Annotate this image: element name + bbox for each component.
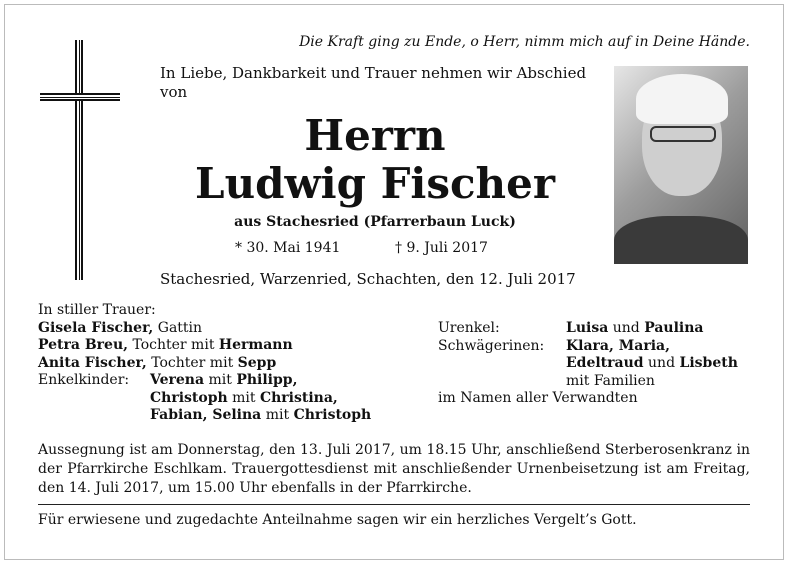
sisters-in-law-1: Schwägerinen: Klara, Maria,	[438, 337, 670, 354]
all-relatives: im Namen aller Verwandten	[438, 390, 638, 406]
mourners-list	[38, 302, 371, 425]
mourner-wife: Gisela Fischer, Gattin	[38, 319, 203, 336]
mourners-heading: In stiller Trauer:	[38, 302, 156, 318]
grandchildren-2: Christoph mit Christina,	[150, 389, 338, 406]
divider	[38, 504, 750, 505]
intro-text: In Liebe, Dankbarkeit und Trauer nehmen wir Abschied von	[160, 64, 587, 101]
place-date: Stachesried, Warzenried, Schachten, den 12. Juli 2017	[160, 270, 576, 288]
death-date: † 9. Juli 2017	[395, 240, 488, 256]
with-families: mit Familien	[566, 372, 655, 389]
cross-icon	[40, 40, 120, 280]
grandchildren-1: Enkelkinder: Verena mit Philipp,	[38, 372, 298, 388]
deceased-name: Ludwig Fischer	[195, 159, 555, 208]
origin: aus Stachesried (Pfarrerbaun Luck)	[234, 214, 516, 230]
thanks-text: Für erwiesene und zugedachte Anteilnahme sagen wir ein herzliches Vergelt’s Gott.	[38, 512, 637, 528]
grandchildren-3: Fabian, Selina mit Christoph	[150, 407, 372, 423]
mourner-daughter-2: Anita Fischer, Tochter mit Sepp	[38, 354, 277, 371]
portrait-photo	[614, 66, 748, 264]
name-prefix: Herrn	[304, 111, 446, 160]
relatives-list	[438, 320, 738, 408]
service-info: Aussegnung ist am Donnerstag, den 13. Juli 2017, um 18.15 Uhr, anschließend Sterberosenkranz in der Pfarrkirche Eschlkam. Trauergottesdienst mit anschließender Urnenbeisetzung ist am Freitag, den 14. Juli 2017, um 15.00 Uhr ebenfalls in der Pfarrkirche.	[38, 442, 750, 496]
motto: Die Kraft ging zu Ende, o Herr, nimm mich auf in Deine Hände.	[299, 34, 750, 50]
mourner-daughter-1: Petra Breu, Tochter mit Hermann	[38, 337, 293, 353]
great-grandchildren: Urenkel: Luisa und Paulina	[438, 320, 704, 336]
sisters-in-law-2: Edeltraud und Lisbeth	[566, 355, 738, 371]
birth-date: * 30. Mai 1941	[235, 240, 341, 256]
